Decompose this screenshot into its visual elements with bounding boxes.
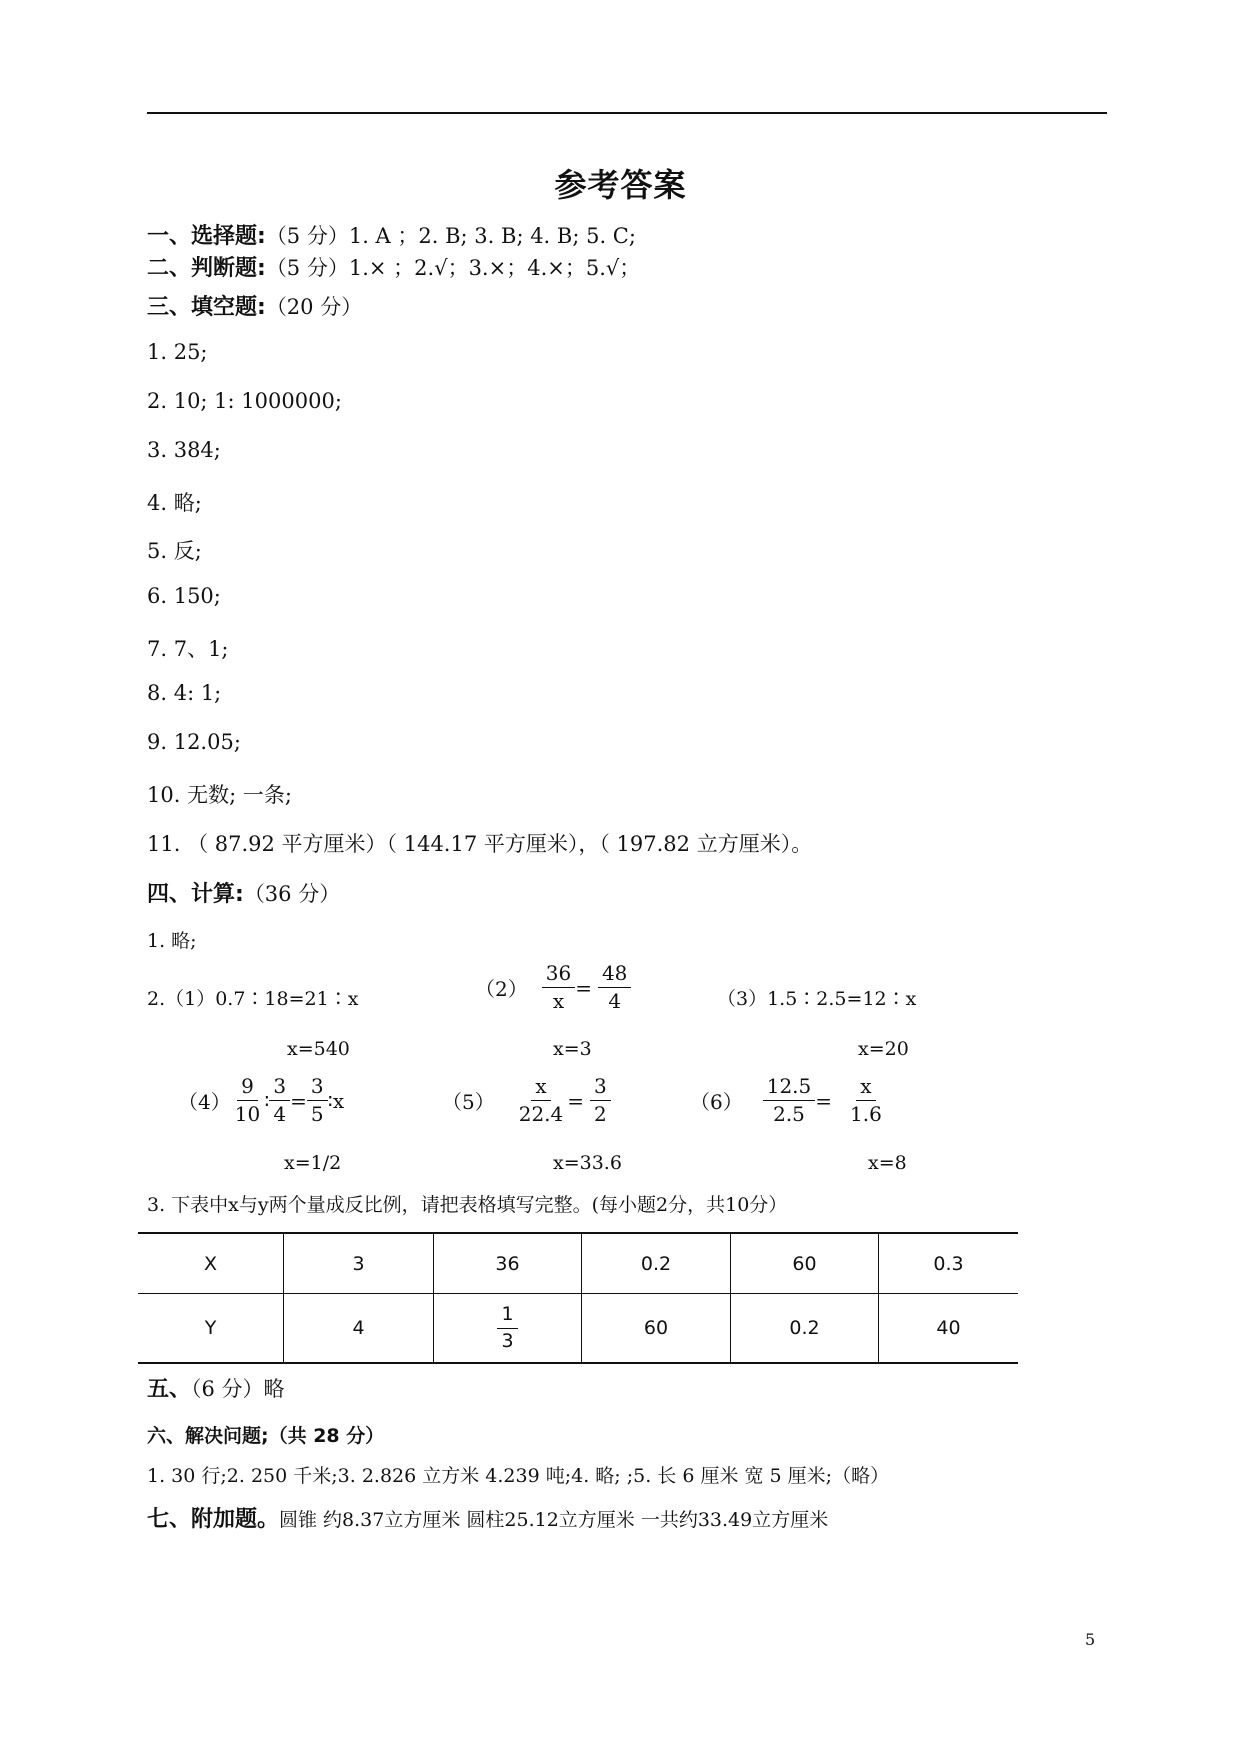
inverse-proportion-table	[138, 1232, 1018, 1364]
calc-q2-6-label: （6）	[690, 1090, 743, 1114]
table-cell: Y	[138, 1294, 284, 1364]
section-calc	[147, 877, 340, 908]
section-fill-label: 三、填空题:	[147, 295, 266, 320]
section-five-label: 五、	[147, 1377, 192, 1402]
fill-item: 1. 25;	[147, 340, 208, 364]
fraction-denominator: x	[552, 989, 565, 1013]
fill-item: 9. 12.05;	[147, 730, 241, 754]
calc-q2-6-answer: x=8	[868, 1152, 907, 1174]
fill-item: 2. 10; 1: 1000000;	[147, 389, 342, 413]
fill-item: 8. 4: 1;	[147, 681, 222, 705]
fraction-numerator: 48	[598, 960, 631, 988]
table-row	[138, 1294, 1018, 1364]
calc-q2-1-answer: x=540	[287, 1038, 350, 1060]
table-cell	[434, 1294, 582, 1364]
section-choice	[147, 219, 636, 250]
section-judge-label: 二、判断题:	[147, 256, 266, 281]
section-seven-label: 七、附加题。	[147, 1507, 280, 1532]
table-cell: 36	[434, 1233, 582, 1294]
calc-q2-1: 2.（1）0.7∶18=21∶x	[147, 988, 359, 1010]
fraction-numerator: x	[856, 1073, 875, 1101]
equals-sign: =	[290, 1088, 307, 1113]
fraction-denominator: 3	[501, 1329, 514, 1352]
fill-item: 6. 150;	[147, 584, 221, 608]
fraction-numerator: 3	[307, 1073, 328, 1101]
fraction-denominator: 4	[273, 1102, 287, 1126]
fraction	[598, 960, 631, 1015]
calc-q2-3-answer: x=20	[858, 1038, 909, 1060]
ratio-tail: ∶x	[327, 1088, 345, 1113]
fraction-denominator: 22.4	[518, 1102, 564, 1126]
fraction-numerator: x	[531, 1073, 550, 1101]
table-cell: 0.2	[582, 1233, 731, 1294]
fill-item: 3. 384;	[147, 438, 221, 462]
fraction	[269, 1073, 290, 1128]
fraction-denominator: 2	[594, 1102, 607, 1126]
table-cell: 3	[284, 1233, 434, 1294]
section-six-answers: 1. 30 行;2. 250 千米;3. 2.826 立方米 4.239 吨;4. 略; ;5. 长 6 厘米 宽 5 厘米;（略）	[147, 1465, 890, 1487]
fraction-numerator: 36	[542, 960, 575, 988]
calc-q2-6	[690, 1073, 886, 1128]
section-judge	[147, 251, 640, 282]
fraction-numerator: 3	[269, 1073, 290, 1101]
equals-sign: =	[815, 1088, 833, 1113]
section-judge-answers: （5 分）1.× ；2.√；3.×；4.×；5.√；	[265, 256, 641, 280]
table-cell: 0.3	[879, 1233, 1019, 1294]
header-rule	[147, 112, 1107, 114]
calc-q2-2-answer: x=3	[553, 1038, 592, 1060]
section-choice-label: 一、选择题:	[147, 224, 266, 249]
table-row	[138, 1233, 1018, 1294]
calc-q2-2	[475, 960, 631, 1015]
section-six-label: 六、解决问题;（共 28 分）	[147, 1425, 385, 1447]
fraction	[497, 1302, 517, 1354]
page-number: 5	[1085, 1630, 1096, 1649]
calc-q2-5-answer: x=33.6	[553, 1152, 622, 1174]
fraction-numerator: 9	[237, 1073, 258, 1101]
table-cell: 60	[582, 1294, 731, 1364]
calc-q2-3: （3）1.5∶2.5=12∶x	[717, 988, 917, 1010]
fraction-denominator: 5	[310, 1102, 324, 1126]
equals-sign: =	[567, 1088, 585, 1113]
fraction	[846, 1073, 886, 1128]
fraction-denominator: 1.6	[850, 1102, 882, 1126]
fraction-denominator: 4	[608, 989, 622, 1013]
table-cell: 60	[731, 1233, 879, 1294]
fraction-denominator: 2.5	[773, 1102, 805, 1126]
fraction	[590, 1073, 611, 1128]
fill-item: 10. 无数; 一条;	[147, 783, 292, 807]
fraction	[763, 1073, 816, 1128]
fraction-numerator: 12.5	[763, 1073, 816, 1101]
fill-item: 7. 7、1;	[147, 637, 229, 661]
equals-sign: =	[575, 975, 592, 1000]
fill-item-11: 11. （ 87.92 平方厘米）（ 144.17 平方厘米），（ 197.82 立方厘米）。	[147, 832, 813, 856]
section-five	[147, 1372, 285, 1403]
fraction	[307, 1073, 328, 1128]
calc-q2-4-answer: x=1/2	[284, 1152, 342, 1174]
calc-q2-5-label: （5）	[442, 1090, 495, 1114]
section-calc-label: 四、计算:	[147, 882, 244, 907]
calc-q1: 1. 略;	[147, 930, 197, 952]
fraction-denominator: 10	[234, 1102, 261, 1126]
table-cell: X	[138, 1233, 284, 1294]
fill-item: 5. 反;	[147, 539, 202, 563]
table-cell: 0.2	[731, 1294, 879, 1364]
calc-q2-2-label: （2）	[475, 977, 528, 1001]
table-cell: 40	[879, 1294, 1019, 1364]
fraction-numerator: 1	[497, 1302, 517, 1329]
section-seven-text: 圆锥 约8.37立方厘米 圆柱25.12立方厘米 一共约33.49立方厘米	[279, 1509, 829, 1531]
calc-q2-4	[178, 1073, 344, 1128]
section-choice-answers: （5 分）1. A ；2. B; 3. B; 4. B; 5. C;	[265, 224, 636, 248]
fraction-numerator: 3	[590, 1073, 611, 1101]
section-five-text: （6 分）略	[191, 1377, 285, 1401]
fraction	[542, 960, 575, 1015]
fraction	[231, 1073, 264, 1128]
section-calc-score: （36 分）	[243, 882, 341, 906]
ratio-colon: ∶	[264, 1088, 270, 1113]
calc-q2-5	[442, 1073, 611, 1128]
table-cell: 4	[284, 1294, 434, 1364]
section-fill-score: （20 分）	[265, 295, 363, 319]
fill-item: 4. 略;	[147, 491, 202, 515]
page-title: 参考答案	[554, 166, 687, 204]
section-seven	[147, 1502, 828, 1533]
calc-q3: 3. 下表中x与y两个量成反比例，请把表格填写完整。(每小题2分，共10分）	[147, 1194, 788, 1216]
section-fill	[147, 290, 362, 321]
calc-q2-4-label: （4）	[178, 1090, 231, 1114]
fraction	[515, 1073, 568, 1128]
